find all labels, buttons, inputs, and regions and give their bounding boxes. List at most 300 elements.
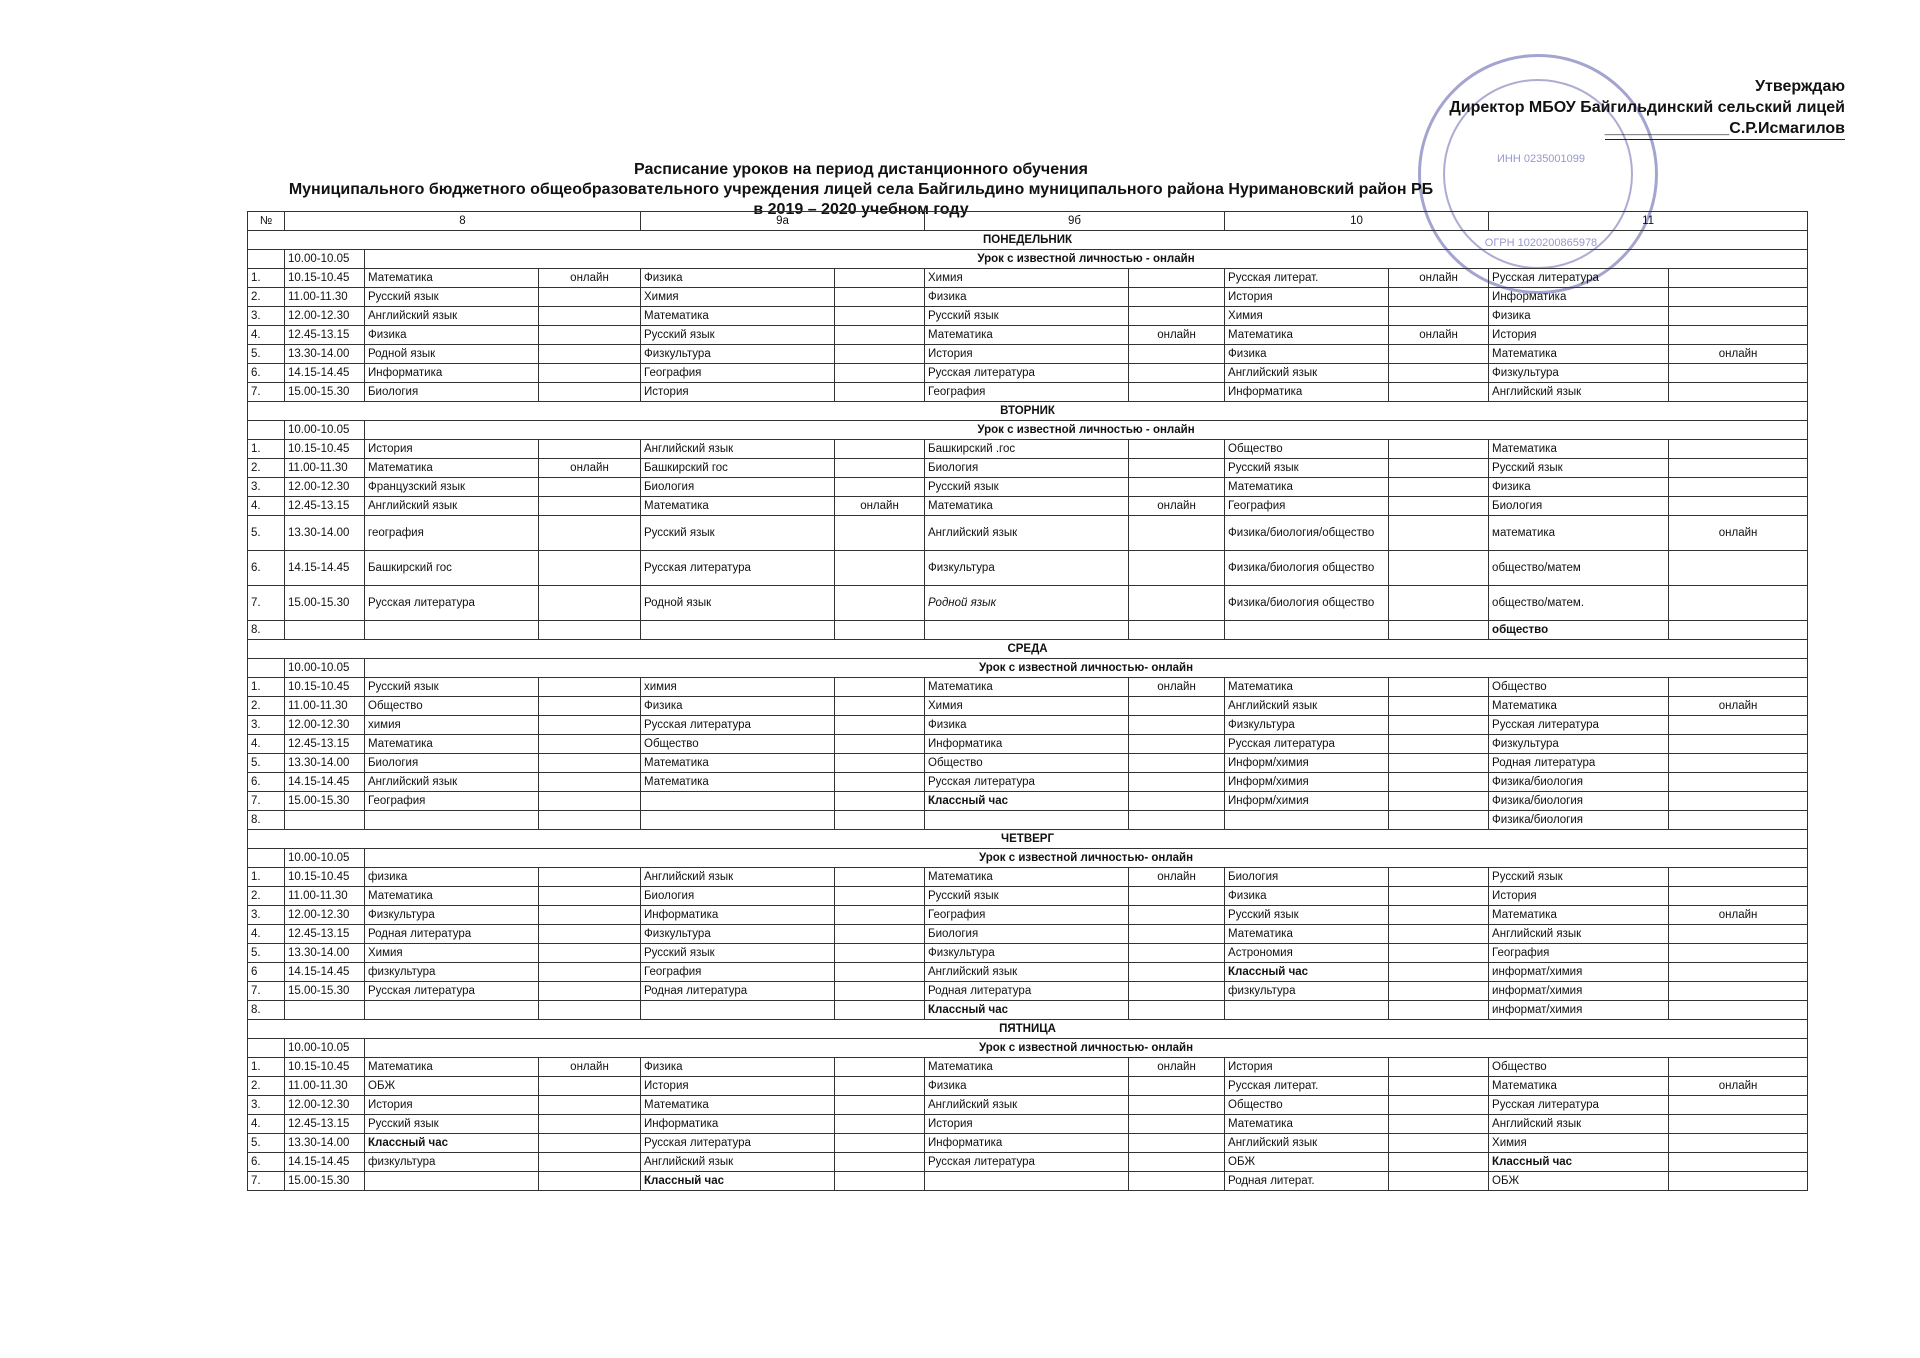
class9b-subject: Биология — [925, 459, 1129, 478]
class8-mode — [539, 906, 641, 925]
special-lesson: Урок с известной личностью - онлайн — [365, 250, 1808, 269]
class8-mode — [539, 1153, 641, 1172]
class9a-mode — [835, 982, 925, 1001]
schedule-table — [247, 211, 1808, 1191]
day-row — [248, 402, 1808, 421]
class10-mode — [1389, 551, 1489, 586]
class11-subject: Математика — [1489, 440, 1669, 459]
class9a-subject: Математика — [641, 1096, 835, 1115]
lesson-number: 8. — [248, 621, 285, 640]
class9b-subject: Математика — [925, 1058, 1129, 1077]
class9a-mode — [835, 269, 925, 288]
class8-subject — [365, 1172, 539, 1191]
class8-subject: Химия — [365, 944, 539, 963]
class9a-subject: Общество — [641, 735, 835, 754]
class8-subject: Родная литература — [365, 925, 539, 944]
class11-mode — [1669, 1001, 1808, 1020]
class11-mode — [1669, 621, 1808, 640]
class10-subject: Математика — [1225, 1115, 1389, 1134]
lesson-row — [248, 906, 1808, 925]
class9a-subject: Родная литература — [641, 982, 835, 1001]
class10-mode — [1389, 906, 1489, 925]
class10-subject: Английский язык — [1225, 364, 1389, 383]
class9b-mode — [1129, 551, 1225, 586]
class10-mode — [1389, 1096, 1489, 1115]
class11-subject: География — [1489, 944, 1669, 963]
class9a-subject: Русский язык — [641, 944, 835, 963]
class10-mode — [1389, 478, 1489, 497]
schedule-body — [248, 212, 1808, 1191]
lesson-row — [248, 440, 1808, 459]
class8-subject: Английский язык — [365, 773, 539, 792]
class9b-mode — [1129, 811, 1225, 830]
lesson-row — [248, 925, 1808, 944]
class9a-subject: Информатика — [641, 906, 835, 925]
class10-mode — [1389, 982, 1489, 1001]
class10-subject: Английский язык — [1225, 1134, 1389, 1153]
class9b-mode — [1129, 516, 1225, 551]
day-name: ПЯТНИЦА — [248, 1020, 1808, 1039]
class9b-mode — [1129, 364, 1225, 383]
lesson-row — [248, 269, 1808, 288]
lesson-number: 1. — [248, 440, 285, 459]
lesson-number: 7. — [248, 1172, 285, 1191]
lesson-time: 10.15-10.45 — [285, 440, 365, 459]
class8-mode — [539, 868, 641, 887]
class11-mode — [1669, 944, 1808, 963]
lesson-time: 15.00-15.30 — [285, 792, 365, 811]
class9a-subject: Русская литература — [641, 551, 835, 586]
class9b-mode: онлайн — [1129, 497, 1225, 516]
class9a-subject: Математика — [641, 497, 835, 516]
class10-subject: физкультура — [1225, 982, 1389, 1001]
class9a-mode — [835, 621, 925, 640]
lesson-time: 13.30-14.00 — [285, 1134, 365, 1153]
class11-subject: Математика — [1489, 697, 1669, 716]
header-class-10: 10 — [1225, 212, 1489, 231]
lesson-number: 1. — [248, 269, 285, 288]
class8-subject: История — [365, 440, 539, 459]
class8-mode — [539, 944, 641, 963]
lesson-row — [248, 1153, 1808, 1172]
lesson-number: 4. — [248, 497, 285, 516]
class11-subject: Физика — [1489, 478, 1669, 497]
class8-mode — [539, 1134, 641, 1153]
class9a-subject: География — [641, 963, 835, 982]
class11-subject: информат/химия — [1489, 982, 1669, 1001]
class11-subject: Физкультура — [1489, 735, 1669, 754]
class9a-mode — [835, 963, 925, 982]
class9b-subject — [925, 811, 1129, 830]
approval-line1: Утверждаю — [1755, 78, 1845, 95]
class8-subject: Информатика — [365, 364, 539, 383]
class8-subject — [365, 811, 539, 830]
lesson-time: 12.00-12.30 — [285, 307, 365, 326]
class9a-subject: Русский язык — [641, 516, 835, 551]
lesson-number — [248, 1039, 285, 1058]
lesson-time: 13.30-14.00 — [285, 944, 365, 963]
lesson-row — [248, 754, 1808, 773]
class9a-subject: Физика — [641, 1058, 835, 1077]
class9a-subject: Русская литература — [641, 716, 835, 735]
class8-subject: химия — [365, 716, 539, 735]
class10-subject: Общество — [1225, 440, 1389, 459]
class9b-subject: Английский язык — [925, 963, 1129, 982]
class8-mode — [539, 1172, 641, 1191]
lesson-time: 11.00-11.30 — [285, 459, 365, 478]
lesson-row — [248, 773, 1808, 792]
class11-subject: Биология — [1489, 497, 1669, 516]
class9b-subject: Физкультура — [925, 944, 1129, 963]
class9b-mode — [1129, 621, 1225, 640]
class8-subject: Русский язык — [365, 678, 539, 697]
class11-mode — [1669, 1058, 1808, 1077]
day-name: ПОНЕДЕЛЬНИК — [248, 231, 1808, 250]
class11-mode — [1669, 440, 1808, 459]
lesson-number: 2. — [248, 887, 285, 906]
lesson-time: 15.00-15.30 — [285, 1172, 365, 1191]
lesson-number: 2. — [248, 697, 285, 716]
class9b-subject — [925, 621, 1129, 640]
class10-subject: Физика/биология/общество — [1225, 516, 1389, 551]
lesson-row — [248, 497, 1808, 516]
lesson-number: 4. — [248, 1115, 285, 1134]
class8-subject: Башкирский гос — [365, 551, 539, 586]
lesson-row — [248, 697, 1808, 716]
class9a-mode — [835, 697, 925, 716]
class10-subject: Математика — [1225, 326, 1389, 345]
class9a-subject: Русский язык — [641, 326, 835, 345]
lesson-number: 4. — [248, 925, 285, 944]
class8-mode — [539, 773, 641, 792]
class8-mode — [539, 586, 641, 621]
class11-subject: общество/матем — [1489, 551, 1669, 586]
class8-subject: физика — [365, 868, 539, 887]
class11-mode: онлайн — [1669, 516, 1808, 551]
class9b-subject: Русская литература — [925, 364, 1129, 383]
class8-subject: Математика — [365, 269, 539, 288]
lesson-number: 4. — [248, 735, 285, 754]
class11-subject: История — [1489, 887, 1669, 906]
class10-subject — [1225, 811, 1389, 830]
class9a-subject: Русская литература — [641, 1134, 835, 1153]
class10-mode — [1389, 1172, 1489, 1191]
class11-mode — [1669, 811, 1808, 830]
lesson-time: 10.15-10.45 — [285, 1058, 365, 1077]
class11-mode: онлайн — [1669, 697, 1808, 716]
class9a-subject: Математика — [641, 307, 835, 326]
class9b-mode — [1129, 440, 1225, 459]
class9b-subject: Химия — [925, 269, 1129, 288]
day-name: ЧЕТВЕРГ — [248, 830, 1808, 849]
class8-subject: Биология — [365, 383, 539, 402]
class8-mode — [539, 307, 641, 326]
class10-subject — [1225, 1001, 1389, 1020]
class9a-mode — [835, 1058, 925, 1077]
special-lesson-row — [248, 1039, 1808, 1058]
class8-subject — [365, 621, 539, 640]
class8-mode — [539, 288, 641, 307]
class11-mode — [1669, 925, 1808, 944]
class11-mode: онлайн — [1669, 345, 1808, 364]
class11-subject: Родная литература — [1489, 754, 1669, 773]
class10-mode — [1389, 288, 1489, 307]
class9a-subject: Физика — [641, 269, 835, 288]
class9b-subject: Общество — [925, 754, 1129, 773]
class8-subject: Русская литература — [365, 982, 539, 1001]
class11-subject: математика — [1489, 516, 1669, 551]
class9b-subject: Физкультура — [925, 551, 1129, 586]
class11-subject: Русская литература — [1489, 1096, 1669, 1115]
class8-subject: Русская литература — [365, 586, 539, 621]
day-row — [248, 640, 1808, 659]
class11-subject: Английский язык — [1489, 1115, 1669, 1134]
class9a-subject: Английский язык — [641, 440, 835, 459]
lesson-time: 10.15-10.45 — [285, 868, 365, 887]
lesson-number: 5. — [248, 944, 285, 963]
class11-mode — [1669, 792, 1808, 811]
class11-subject: Математика — [1489, 1077, 1669, 1096]
class10-mode — [1389, 1153, 1489, 1172]
class11-mode — [1669, 364, 1808, 383]
lesson-number: 1. — [248, 868, 285, 887]
class9b-subject: Физика — [925, 716, 1129, 735]
class11-mode — [1669, 478, 1808, 497]
class9b-mode — [1129, 383, 1225, 402]
class10-mode — [1389, 792, 1489, 811]
lesson-number: 6. — [248, 364, 285, 383]
class9a-subject: История — [641, 1077, 835, 1096]
class8-subject: География — [365, 792, 539, 811]
class9a-subject: химия — [641, 678, 835, 697]
class9a-mode — [835, 887, 925, 906]
class8-subject: Биология — [365, 754, 539, 773]
class11-subject: информат/химия — [1489, 963, 1669, 982]
class9a-mode — [835, 1134, 925, 1153]
class8-mode: онлайн — [539, 1058, 641, 1077]
class8-mode: онлайн — [539, 459, 641, 478]
lesson-number — [248, 421, 285, 440]
class9b-mode — [1129, 925, 1225, 944]
class10-subject: Информ/химия — [1225, 773, 1389, 792]
class9b-subject: Математика — [925, 868, 1129, 887]
lesson-time: 10.00-10.05 — [285, 659, 365, 678]
class10-mode — [1389, 925, 1489, 944]
lesson-number — [248, 250, 285, 269]
lesson-time: 12.45-13.15 — [285, 735, 365, 754]
lesson-time: 13.30-14.00 — [285, 345, 365, 364]
header-row — [248, 212, 1808, 231]
special-lesson: Урок с известной личностью- онлайн — [365, 849, 1808, 868]
class11-mode — [1669, 887, 1808, 906]
class11-subject: информат/химия — [1489, 1001, 1669, 1020]
class11-mode — [1669, 868, 1808, 887]
class9b-mode — [1129, 963, 1225, 982]
class9a-subject: Физкультура — [641, 925, 835, 944]
class8-mode — [539, 678, 641, 697]
class9a-subject: Английский язык — [641, 1153, 835, 1172]
class9b-subject: Родная литература — [925, 982, 1129, 1001]
class8-subject: Математика — [365, 459, 539, 478]
class10-subject: История — [1225, 1058, 1389, 1077]
class11-subject: Русский язык — [1489, 459, 1669, 478]
class11-mode — [1669, 716, 1808, 735]
class9b-mode — [1129, 906, 1225, 925]
class11-subject: Классный час — [1489, 1153, 1669, 1172]
class8-mode — [539, 1115, 641, 1134]
class8-subject — [365, 1001, 539, 1020]
class8-subject: Родной язык — [365, 345, 539, 364]
lesson-number: 7. — [248, 586, 285, 621]
class11-subject: Общество — [1489, 678, 1669, 697]
class9b-mode: онлайн — [1129, 678, 1225, 697]
lesson-time: 12.45-13.15 — [285, 1115, 365, 1134]
class10-mode — [1389, 1115, 1489, 1134]
class9a-mode — [835, 678, 925, 697]
class11-subject: общество/матем. — [1489, 586, 1669, 621]
lesson-time — [285, 621, 365, 640]
class10-subject: Физика/биология общество — [1225, 586, 1389, 621]
day-name: ВТОРНИК — [248, 402, 1808, 421]
class9a-mode — [835, 906, 925, 925]
class9a-subject: Физика — [641, 697, 835, 716]
class10-subject: Классный час — [1225, 963, 1389, 982]
class10-subject: Астрономия — [1225, 944, 1389, 963]
class11-mode — [1669, 551, 1808, 586]
class10-subject: Химия — [1225, 307, 1389, 326]
lesson-row — [248, 868, 1808, 887]
class9a-subject: Английский язык — [641, 868, 835, 887]
class9b-subject: Башкирский .гос — [925, 440, 1129, 459]
lesson-number: 6. — [248, 773, 285, 792]
lesson-number: 6. — [248, 551, 285, 586]
class10-subject: Информ/химия — [1225, 754, 1389, 773]
lesson-time: 10.00-10.05 — [285, 849, 365, 868]
class9a-subject: Математика — [641, 773, 835, 792]
class11-subject: Физкультура — [1489, 364, 1669, 383]
lesson-row — [248, 459, 1808, 478]
class10-subject: Математика — [1225, 925, 1389, 944]
class8-mode — [539, 516, 641, 551]
class9a-mode — [835, 868, 925, 887]
lesson-time: 13.30-14.00 — [285, 754, 365, 773]
class9a-mode — [835, 551, 925, 586]
class9b-subject: Физика — [925, 288, 1129, 307]
class9b-subject: Английский язык — [925, 1096, 1129, 1115]
lesson-row — [248, 307, 1808, 326]
class9b-subject: Русский язык — [925, 887, 1129, 906]
class9a-mode — [835, 459, 925, 478]
lesson-time: 12.00-12.30 — [285, 906, 365, 925]
class10-subject: Информатика — [1225, 383, 1389, 402]
class8-mode: онлайн — [539, 269, 641, 288]
approval-line2: Директор МБОУ Байгильдинский сельский лицей — [1449, 99, 1845, 116]
class10-subject: Родная литерат. — [1225, 1172, 1389, 1191]
class10-mode — [1389, 754, 1489, 773]
lesson-number: 5. — [248, 1134, 285, 1153]
class9a-mode — [835, 944, 925, 963]
class10-mode — [1389, 516, 1489, 551]
class9b-subject: Информатика — [925, 735, 1129, 754]
class8-mode — [539, 364, 641, 383]
class11-subject: Математика — [1489, 345, 1669, 364]
class9a-subject: Биология — [641, 887, 835, 906]
class9b-mode — [1129, 459, 1225, 478]
class8-mode — [539, 754, 641, 773]
class10-mode: онлайн — [1389, 269, 1489, 288]
lesson-row — [248, 1096, 1808, 1115]
class8-mode — [539, 478, 641, 497]
class9b-mode — [1129, 586, 1225, 621]
class9a-subject — [641, 792, 835, 811]
class9a-mode — [835, 478, 925, 497]
lesson-time: 14.15-14.45 — [285, 963, 365, 982]
class11-mode — [1669, 754, 1808, 773]
class9a-subject: Башкирский гос — [641, 459, 835, 478]
class9a-mode — [835, 1153, 925, 1172]
class10-subject: Математика — [1225, 678, 1389, 697]
class8-subject: Физкультура — [365, 906, 539, 925]
class9b-subject: Биология — [925, 925, 1129, 944]
class10-mode — [1389, 868, 1489, 887]
class11-mode — [1669, 773, 1808, 792]
class9b-mode — [1129, 1077, 1225, 1096]
class11-mode — [1669, 963, 1808, 982]
class11-mode — [1669, 678, 1808, 697]
class10-subject: Русская литерат. — [1225, 269, 1389, 288]
class9a-mode — [835, 925, 925, 944]
class10-subject: Биология — [1225, 868, 1389, 887]
class9a-subject: География — [641, 364, 835, 383]
class11-mode — [1669, 288, 1808, 307]
class11-mode — [1669, 586, 1808, 621]
class9a-mode — [835, 735, 925, 754]
class8-mode — [539, 811, 641, 830]
class9a-mode — [835, 754, 925, 773]
class9b-mode — [1129, 478, 1225, 497]
approval-signature: ______________С.Р.Исмагилов — [1605, 118, 1845, 140]
class9b-mode — [1129, 1001, 1225, 1020]
class10-mode — [1389, 716, 1489, 735]
class9a-mode — [835, 792, 925, 811]
class11-subject: Английский язык — [1489, 925, 1669, 944]
lesson-row — [248, 1001, 1808, 1020]
lesson-row — [248, 478, 1808, 497]
class9b-subject: Информатика — [925, 1134, 1129, 1153]
class9b-mode — [1129, 697, 1225, 716]
class9a-mode — [835, 288, 925, 307]
class11-mode — [1669, 497, 1808, 516]
class10-mode — [1389, 678, 1489, 697]
class11-subject: Информатика — [1489, 288, 1669, 307]
class9a-mode — [835, 326, 925, 345]
class8-mode — [539, 1077, 641, 1096]
class9b-subject: Английский язык — [925, 516, 1129, 551]
lesson-row — [248, 586, 1808, 621]
class9b-mode: онлайн — [1129, 1058, 1225, 1077]
class10-subject: История — [1225, 288, 1389, 307]
class10-subject: Русский язык — [1225, 459, 1389, 478]
class9a-subject: Химия — [641, 288, 835, 307]
title-line2: Муниципального бюджетного общеобразовательного учреждения лицей села Байгильдино муниципального района Нуримановский район РБ — [288, 181, 1434, 198]
lesson-row — [248, 982, 1808, 1001]
class11-subject: Математика — [1489, 906, 1669, 925]
class8-mode — [539, 440, 641, 459]
class8-subject: Английский язык — [365, 497, 539, 516]
class9b-subject: Физика — [925, 1077, 1129, 1096]
class10-mode — [1389, 345, 1489, 364]
class8-subject: Русский язык — [365, 1115, 539, 1134]
